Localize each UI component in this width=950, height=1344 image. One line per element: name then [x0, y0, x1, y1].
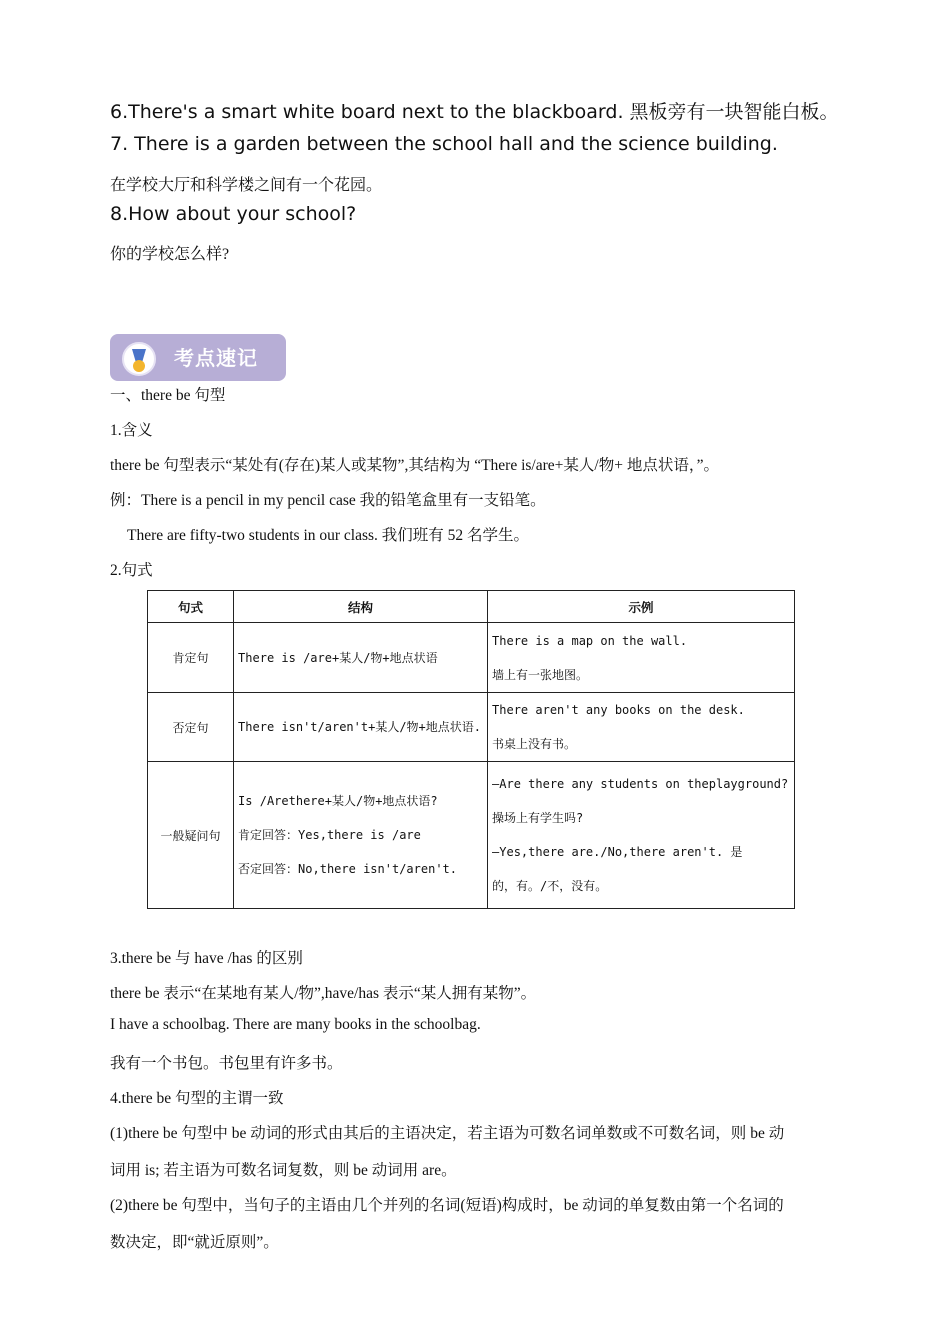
structure-line: Is /Arethere+某人/物+地点状语? [238, 794, 438, 808]
structure-line: 否定回答：No,there isn't/aren't. [238, 862, 457, 876]
example-line: There is a map on the wall. [492, 633, 688, 648]
table-cell-example [488, 693, 795, 762]
table-cell-type: 一般疑问句 [148, 762, 234, 909]
part3-title: 3.there be 与 have /has 的区别 [110, 950, 303, 967]
sentence-7-chinese: 在学校大厅和科学楼之间有一个花园。 [110, 177, 383, 194]
section-heading: 一、there be 句型 [110, 387, 226, 404]
example-line: 的，有。/不，没有。 [492, 879, 608, 893]
example-line: —Yes,there are./No,there aren't. 是 [492, 845, 743, 859]
sentence-7-english: 7. There is a garden between the school hall and the science building. [110, 133, 778, 155]
banner-title: 考点速记 [174, 346, 258, 370]
part3-text: there be 表示“在某地有某人/物”,have/has 表示“某人拥有某物”。 [110, 985, 537, 1002]
example-line: 墙上有一张地图。 [492, 667, 589, 682]
example-line: —Are there any students on theplayground? [492, 777, 789, 791]
table-cell-structure [234, 762, 488, 909]
table-cell-type: 肯定句 [148, 623, 234, 693]
table-row [148, 762, 795, 909]
part4-paragraph-2-line-2: 数决定，即“就近原则”。 [110, 1234, 279, 1251]
part4-paragraph-1-line-2: 词用 is; 若主语为可数名词复数，则 be 动词用 are。 [110, 1162, 457, 1179]
column-header: 句式 [148, 591, 234, 623]
table-cell-type: 否定句 [148, 693, 234, 762]
section-banner [110, 334, 286, 381]
table-cell-example [488, 762, 795, 909]
table-cell-structure [234, 693, 488, 762]
structure-line: There is /are+某人/物+地点状语 [238, 650, 438, 665]
sentence-8-english: 8.How about your school? [110, 203, 357, 225]
table-row [148, 623, 795, 693]
structure-line: There isn't/aren't+某人/物+地点状语. [238, 720, 481, 734]
meaning-title: 1.含义 [110, 422, 153, 439]
sentence-6: 6.There's a smart white board next to the blackboard. 黑板旁有一块智能白板。 [110, 101, 839, 123]
part3-example-english: I have a schoolbag. There are many books in the schoolbag. [110, 1016, 481, 1033]
example-line: There aren't any books on the desk. [492, 703, 745, 717]
column-header: 结构 [234, 591, 488, 623]
example-line: 书桌上没有书。 [492, 737, 577, 751]
table-row [148, 693, 795, 762]
sentence-pattern-table [147, 590, 795, 909]
table-header-row [148, 591, 795, 623]
example-1: 例：There is a pencil in my pencil case 我的铅笔盒里有一支铅笔。 [110, 492, 546, 509]
column-header: 示例 [488, 591, 795, 623]
meaning-text: there be 句型表示“某处有(存在)某人或某物”,其结构为 “There is/are+某人/物+ 地点状语，”。 [110, 457, 719, 474]
table-cell-example [488, 623, 795, 693]
part4-paragraph-2-line-1: (2)there be 句型中，当句子的主语由几个并列的名词(短语)构成时，be 动词的单复数由第一个名词的 [110, 1197, 784, 1214]
table-cell-structure [234, 623, 488, 693]
structure-line: 肯定回答：Yes,there is /are [238, 828, 421, 842]
part4-title: 4.there be 句型的主谓一致 [110, 1090, 284, 1107]
part3-example-chinese: 我有一个书包。书包里有许多书。 [110, 1055, 343, 1072]
sentence-8-chinese: 你的学校怎么样? [110, 246, 230, 263]
example-line: 操场上有学生吗? [492, 811, 584, 825]
example-2: There are fifty-two students in our class. 我们班有 52 名学生。 [127, 527, 530, 544]
part4-paragraph-1-line-1: (1)there be 句型中 be 动词的形式由其后的主语决定，若主语为可数名词单数或不可数名词，则 be 动 [110, 1125, 785, 1142]
pattern-title: 2.句式 [110, 562, 153, 579]
medal-icon [122, 342, 156, 376]
